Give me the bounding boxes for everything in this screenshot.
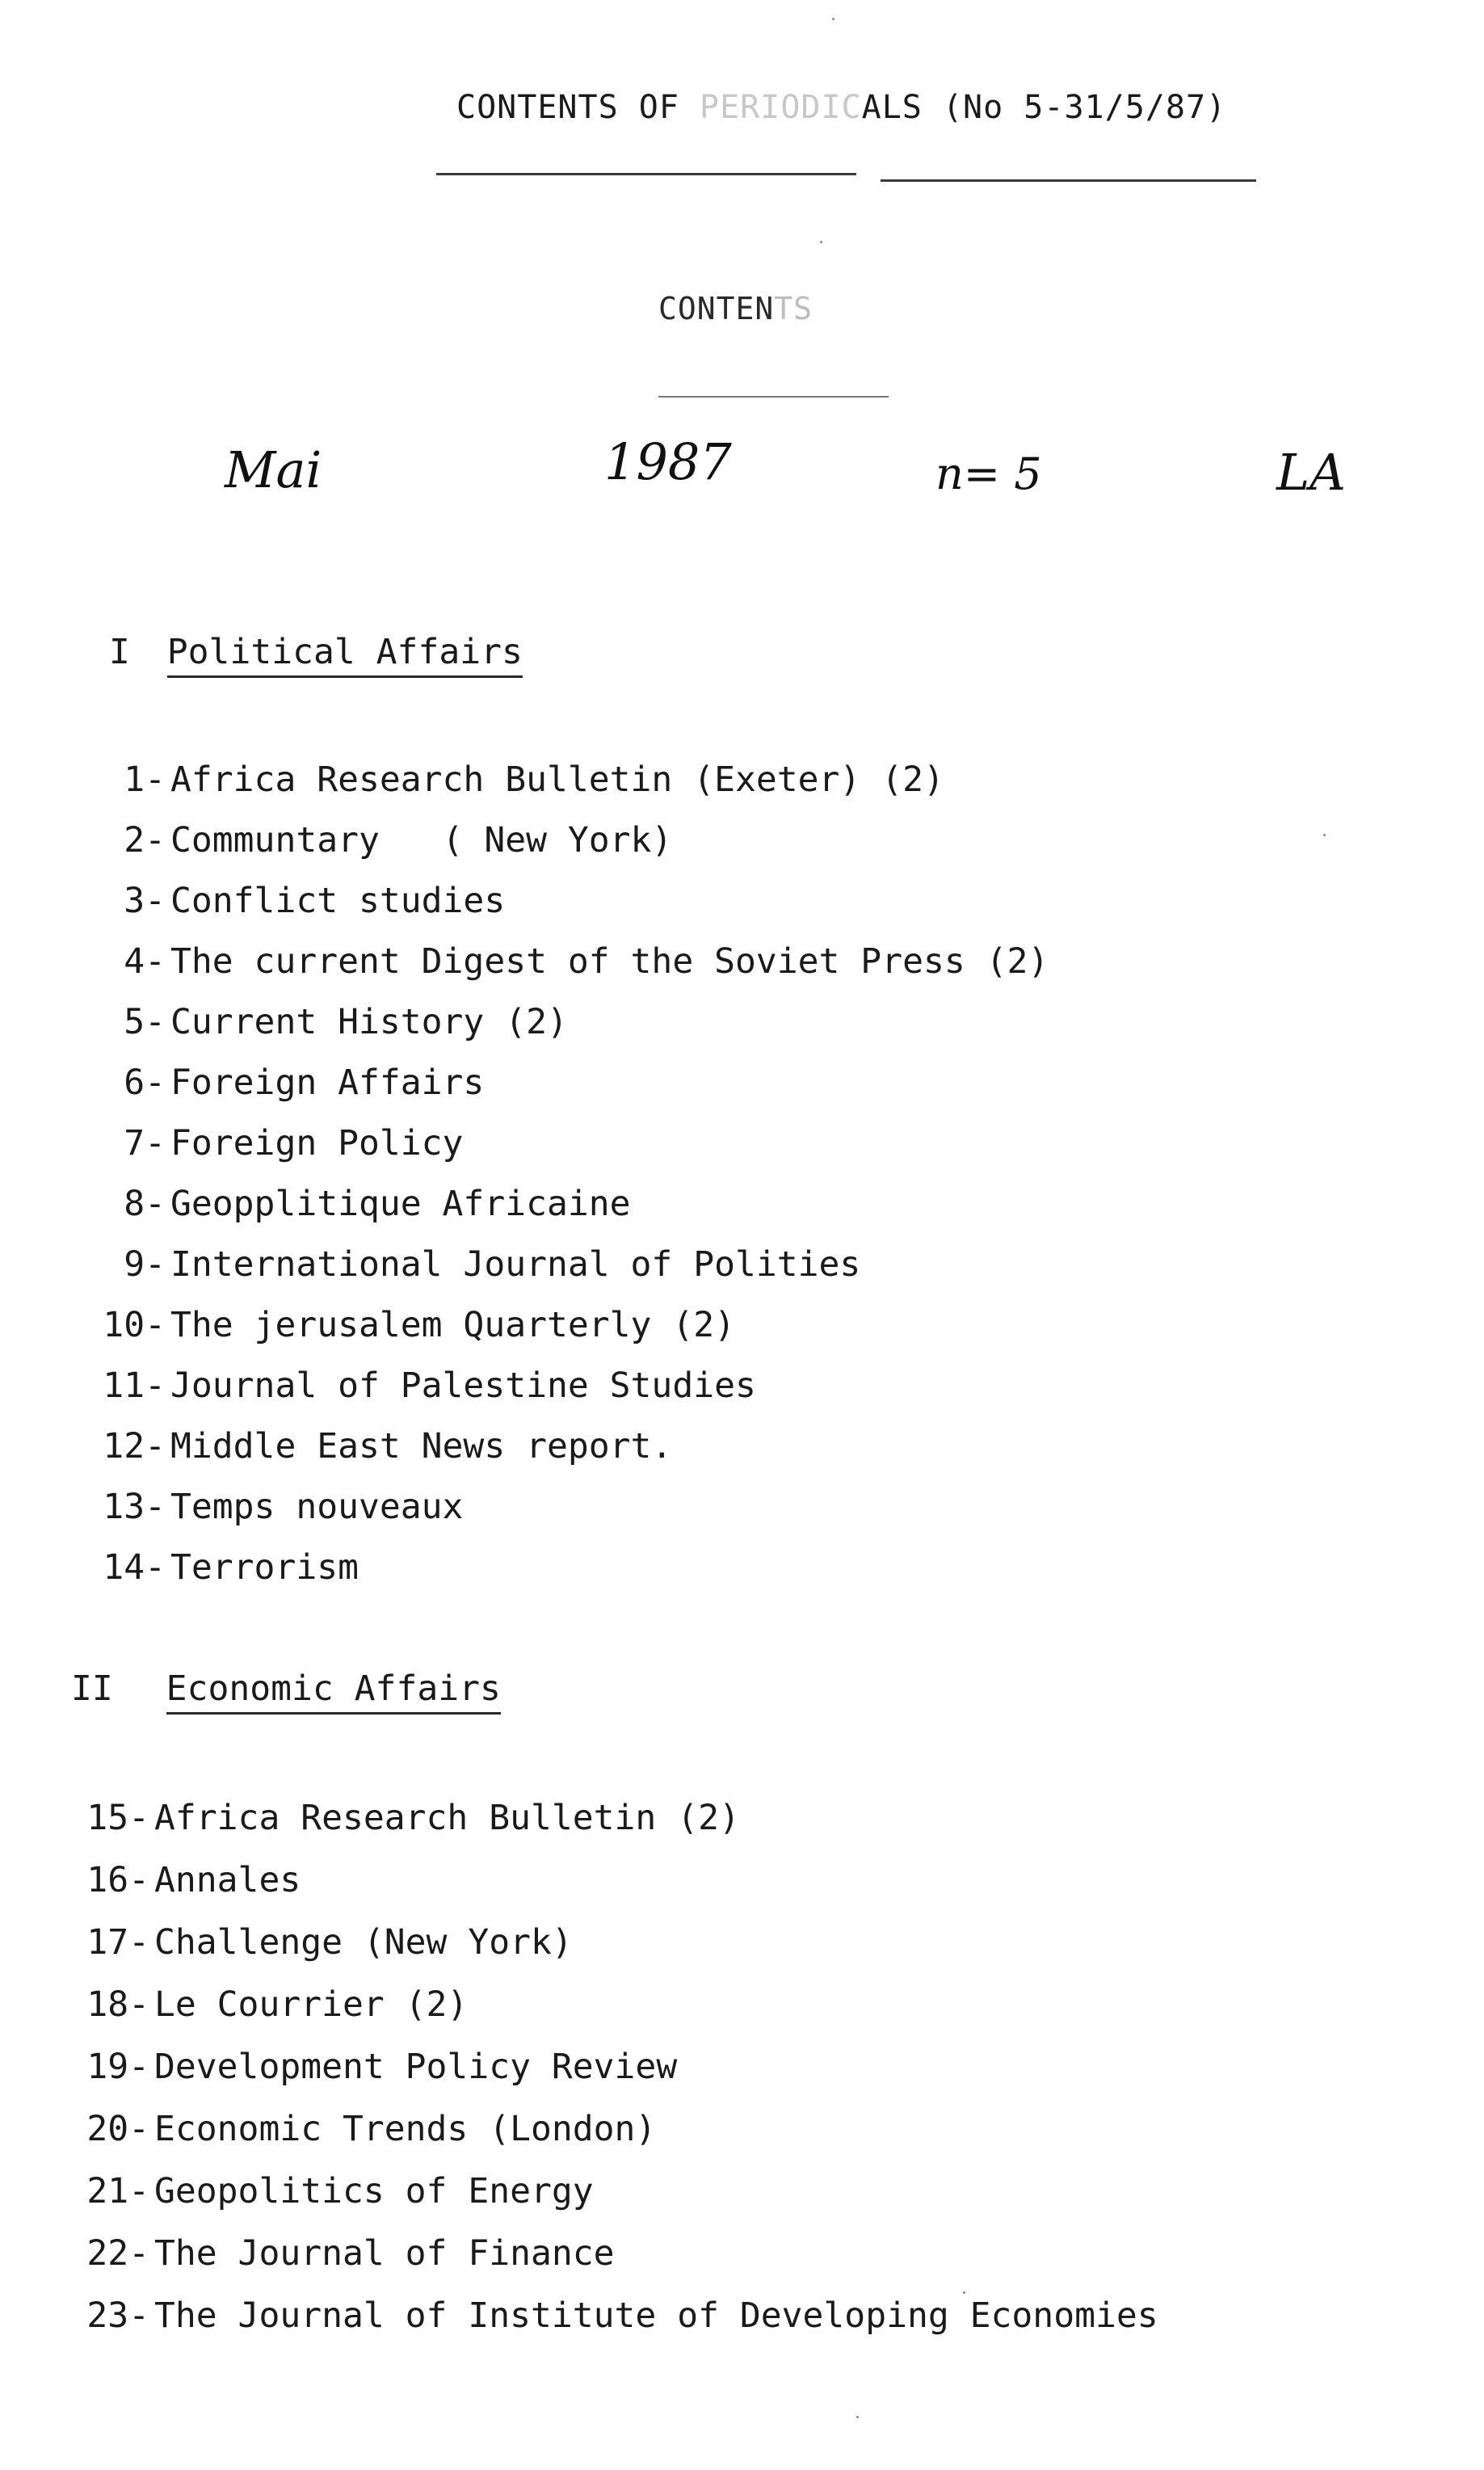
list-item [73,1123,463,1163]
item-number: 10- [103,1305,166,1345]
scan-speck [856,2416,859,2418]
item-number: 12- [103,1426,166,1466]
item-title: Conflict studies [170,881,506,921]
item-title: The Journal of Institute of Developing Economies [154,2295,1158,2336]
header-rule-left [436,173,856,175]
item-title: Journal of Palestine Studies [170,1365,756,1406]
list-item [73,1184,631,1224]
item-number: 13- [103,1487,166,1527]
item-number: 9- [124,1244,166,1285]
section-economic-affairs [71,1668,501,1715]
handwritten-number: n= 5 [935,448,1042,499]
section-political-affairs [109,632,523,678]
list-item [73,1305,735,1345]
item-number: 23- [86,2295,149,2336]
handwritten-initials: LA [1276,443,1346,502]
item-number: 22- [86,2233,149,2274]
item-number: 16- [86,1860,149,1900]
item-number: 4- [124,941,166,982]
item-title: The Journal of Finance [154,2233,615,2274]
list-item [57,1922,573,1963]
item-title: Terrorism [170,1547,359,1588]
list-item [73,941,1049,982]
item-title: Challenge (New York) [154,1922,573,1963]
item-title: The current Digest of the Soviet Press (2) [170,941,1049,982]
scan-speck [1323,834,1326,836]
list-item [73,1547,359,1588]
list-item [57,1984,468,2025]
list-item [73,1487,463,1527]
section-numeral: II [71,1668,113,1709]
section-numeral: I [109,632,130,672]
document-subheader [658,291,813,326]
item-number: 7- [124,1123,166,1163]
item-number: 21- [86,2171,149,2211]
scan-speck [963,2291,965,2294]
list-item [73,881,505,921]
item-number: 15- [86,1798,149,1838]
list-item [73,1426,672,1466]
item-number: 18- [86,1984,149,2025]
subheader-faded: TS [774,291,813,326]
item-title: Current History (2) [170,1002,568,1042]
subheader-rule [658,396,889,398]
item-title: Africa Research Bulletin (Exeter) (2) [170,760,944,800]
list-item [57,2233,615,2274]
item-title: Foreign Policy [170,1123,464,1163]
item-title: International Journal of Polities [170,1244,861,1285]
subheader-text: CONTEN [658,291,775,326]
list-item [73,1365,756,1406]
list-item [73,1244,860,1285]
item-title: Communtary ( New York) [170,820,673,861]
item-number: 6- [124,1062,166,1103]
item-title: Africa Research Bulletin (2) [154,1798,740,1838]
handwritten-year: 1987 [604,432,732,491]
item-title: Middle East News report. [170,1426,673,1466]
list-item [73,1002,568,1042]
item-number: 3- [124,881,166,921]
item-number: 11- [103,1365,166,1406]
item-number: 1- [124,760,166,800]
item-title: Temps nouveaux [170,1487,464,1527]
list-item [73,820,672,861]
item-number: 19- [86,2047,149,2087]
header-title-start: CONTENTS OF [456,89,700,126]
item-title: Geopplitique Africaine [170,1184,631,1224]
item-number: 20- [86,2109,149,2149]
list-item [57,1798,740,1838]
header-title-end: ALS (No 5-31/5/87) [861,89,1227,126]
item-title: Development Policy Review [154,2047,678,2087]
item-number: 14- [103,1547,166,1588]
header-title-faded: PERIODIC [699,89,862,126]
list-item [73,760,944,800]
item-title: The jerusalem Quarterly (2) [170,1305,735,1345]
list-item [57,1860,301,1900]
item-title: Annales [154,1860,301,1900]
scan-speck [820,241,822,243]
item-number: 2- [124,820,166,861]
scan-speck [832,18,834,20]
list-item [73,1062,484,1103]
list-item [57,2295,1158,2336]
handwritten-month: Mai [225,440,322,499]
section-title: Economic Affairs [166,1668,501,1715]
item-number: 17- [86,1922,149,1963]
document-header [456,89,1226,126]
item-title: Economic Trends (London) [154,2109,657,2149]
item-number: 5- [124,1002,166,1042]
item-title: Geopolitics of Energy [154,2171,594,2211]
list-item [57,2109,656,2149]
section-title: Political Affairs [167,632,523,678]
header-rule-right [881,179,1256,182]
item-number: 8- [124,1184,166,1224]
list-item [57,2047,677,2087]
item-title: Le Courrier (2) [154,1984,469,2025]
item-title: Foreign Affairs [170,1062,485,1103]
list-item [57,2171,594,2211]
